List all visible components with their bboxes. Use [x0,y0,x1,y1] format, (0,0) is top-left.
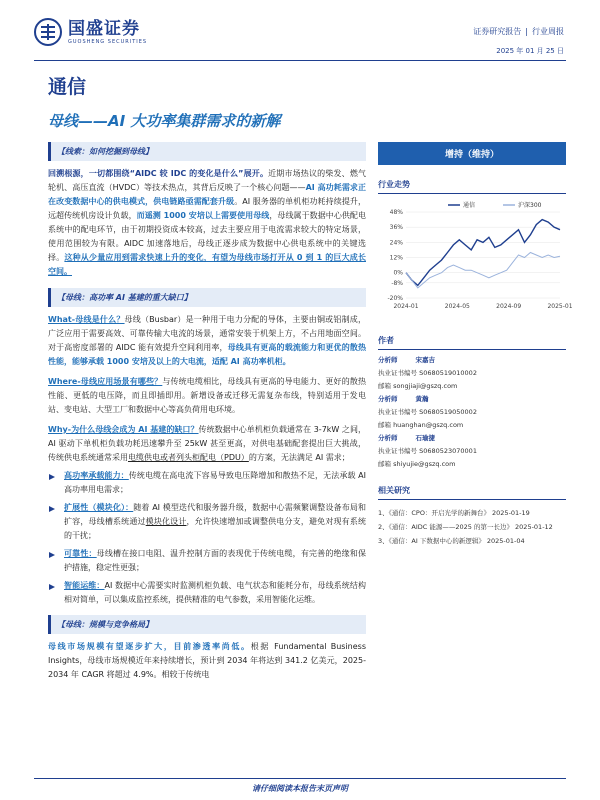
main-content [48,142,366,682]
report-type: 证券研究报告 [473,27,522,36]
x-tick-label: 2024-01 [393,303,419,310]
analyst-license: 执业证书编号 S0680519050002 [378,408,477,416]
why-underlined: 电缆供电或者列头柜配电（PDU） [128,453,249,462]
legend-label: 沪深300 [518,202,542,209]
bullet-text: 传统电缆在高电流下容易导致电压降增加和散热不足，无法承载 AI 高功率用电需求； [64,471,367,494]
arrow-bullet-icon [48,551,56,559]
analyst-entry [378,432,566,471]
what-text: 母线（Busbar）是一种用于电力分配的导体，主要由铜或铝制成，广泛应用于需要高效、可靠传输大电流的场景，通常安装于机架上方，不占用地面空间。对于高密度部署的 AIDC 能有效提升空间利用率， [48,315,367,352]
bullet-text: 母线槽在接口电阻、温升控制方面的表现优于传统电缆，有完善的绝缘和保护措施，稳定性更强； [64,549,367,572]
clue-highlight-3: 这种从少量应用到需求快速上升的变化，有望为母线市场打开从 0 到 1 的巨大成长空间。 [48,253,366,276]
analyst-name: 石瑜捷 [415,434,435,442]
analyst-entry [378,354,566,393]
what-paragraph [48,313,366,369]
where-question: Where-母线应用场景有哪些？ [48,377,163,386]
section-header-market: 【母线：规模与竞争格局】 [48,615,366,634]
clue-text-3: ，母线属于数据中心供配电系统中的配电环节，由于初期投资成本较高，过去主要应用于电流需求较大的特定场景，使用范围较为有限。AIDC 加速落地后，母线正逐步成为数据中心供电系统中的关键选择。 [48,211,366,262]
arrow-bullet-icon [48,473,56,481]
clue-paragraph [48,167,366,279]
bullet-title: 可靠性： [64,549,97,558]
market-paragraph [48,640,366,682]
x-tick-label: 2025-01 [547,303,573,310]
bullet-text-end: ，允许快速增加或调整供电分支，避免对现有系统的干扰； [64,517,367,540]
y-tick-label: 12% [389,254,403,262]
analyst-email[interactable]: 邮箱 shiyujie@gszq.com [378,460,456,468]
industry-title: 通信 [48,76,87,98]
footer-divider [34,778,566,779]
y-tick-label: 36% [389,224,403,232]
list-item [48,469,366,497]
section-header-clue: 【线索：如何挖掘到母线】 [48,142,366,161]
logo-name-cn: 国盛证券 [68,18,140,39]
list-item [48,501,366,543]
related-item[interactable]: 3、《通信：AI 下数据中心的新逻辑》 2025-01-04 [378,537,525,545]
y-tick-label: -20% [387,295,403,302]
trend-heading: 行业走势 [378,179,566,194]
trend-chart-svg [378,198,573,318]
arrow-bullet-icon [48,583,56,591]
analyst-license: 执业证书编号 S0680519010002 [378,369,477,377]
why-text-1: 传统数据中心单机柜负载通常在 3-7kW 之间，AI 驱动下单机柜负载功耗迅速攀升至 25kW 甚至更高，对供电基础配套提出巨大挑战，传统供电系统通常采用 [48,425,366,462]
bullet-title: 扩展性（模块化）： [64,503,134,512]
what-question: What-母线是什么？ [48,315,125,324]
analyst-entry [378,393,566,432]
analyst-license: 执业证书编号 S0680523070001 [378,447,477,455]
logo-emblem-icon [34,18,62,46]
clue-text-2: 。AI 服务器的单机柜功耗持续提升，远超传统机房设计负载， [48,197,367,220]
footer-disclaimer: 请仔细阅读本报告末页声明 [252,784,348,793]
analysts-heading: 作者 [378,335,566,350]
analyst-email[interactable]: 邮箱 huanghan@gszq.com [378,421,464,429]
legend-label: 通信 [463,202,476,209]
bullet-title: 智能运维： [64,581,105,590]
rating-badge: 增持（维持） [378,142,566,165]
bullet-title: 高功率承载能力： [64,471,129,480]
y-tick-label: 48% [389,209,403,216]
y-tick-label: 0% [393,269,403,277]
bullet-text: AI 数据中心需要实时监测机柜负载、电气状态和能耗分布，母线系统结构相对简单，可以集成监控系统，提供精准的电气参数，采用智能化运维。 [64,581,367,604]
clue-highlight-1: AI 高功耗需求正在改变数据中心的供电模式，供电链路亟需配套升级 [48,183,367,206]
clue-highlight-2: 而遥测 1000 安培以上需要使用母线 [136,211,270,220]
related-item[interactable]: 2、《通信：AIDC 能源——2025 的第一长边》 2025-01-12 [378,523,553,531]
related-item[interactable]: 1、《通信：CPO：开启光学的新舞台》 2025-01-19 [378,509,530,517]
what-highlight: 母线具有更高的载流能力和更优的散热性能，能够承载 1000 安培及以上的大电流，适配 AI 高功率机柜。 [48,343,366,366]
why-text-2: 的方案，无法满足 AI 需求； [248,453,350,462]
where-paragraph [48,375,366,417]
list-item [48,547,366,575]
analyst-role: 分析师 [378,356,398,364]
analyst-role: 分析师 [378,395,398,403]
report-headline: 母线——AI 大功率集群需求的新解 [48,112,281,130]
clue-lead: 回溯根源，一切都围绕“AIDC 较 IDC 的变化是什么”展开。 [48,169,269,178]
list-item [48,579,366,607]
why-question: Why-为什么母线会成为 AI 基建的缺口？ [48,425,199,434]
market-lead: 母线市场规模有望逐步扩大，目前渗透率尚低。 [48,642,251,651]
analyst-email[interactable]: 邮箱 songjiaji@gszq.com [378,382,458,390]
analyst-name: 宋嘉吉 [415,356,435,364]
arrow-bullet-icon [48,505,56,513]
report-category: 证券研究报告 | 行业周报 [473,27,564,36]
report-date: 2025 年 01 月 25 日 [496,47,564,55]
section-header-gap: 【母线：高功率 AI 基建的重大缺口】 [48,288,366,307]
y-tick-label: -8% [391,279,403,287]
market-text: 根据 Fundamental Business Insights，母线市场规模近年来持续增长，预计到 2034 年将达到 341.2 亿美元，2025-2034 年 CAGR 将超过 4.9%。相较于传统电 [48,642,366,679]
logo-name-en: GUOSHENG SECURITIES [68,38,148,45]
bullet-underlined: 模块化设计 [145,517,187,526]
bullet-text: 随着 AI 模型迭代和服务器升级，数据中心需频繁调整设备布局和扩容，母线槽系统通过 [64,503,366,526]
analyst-role: 分析师 [378,434,398,442]
header-divider [34,60,566,61]
advantage-list [48,469,366,607]
related-heading: 相关研究 [378,485,566,500]
y-tick-label: 24% [389,239,403,247]
x-tick-label: 2024-05 [444,303,470,310]
sidebar [378,142,573,548]
related-list [378,506,566,548]
x-tick-label: 2024-09 [496,303,522,310]
analyst-list [378,354,566,471]
company-logo [34,18,147,46]
analyst-name: 黄瀚 [415,395,429,403]
clue-text-1: 近期市场热议的柴发、燃气轮机、高压直流（HVDC）等技术热点，其背后反映了一个核心问题—— [48,169,366,192]
report-subtype: 行业周报 [532,27,564,36]
why-paragraph [48,423,366,465]
trend-chart [378,198,573,321]
where-text: 与传统电缆相比，母线具有更高的导电能力、更好的散热性能、更低的电压降，而且即插即用。新增设备或迁移无需复杂布线，特别适用于发电站、变电站、大型工厂和数据中心等高负荷用电环境。 [48,377,367,414]
